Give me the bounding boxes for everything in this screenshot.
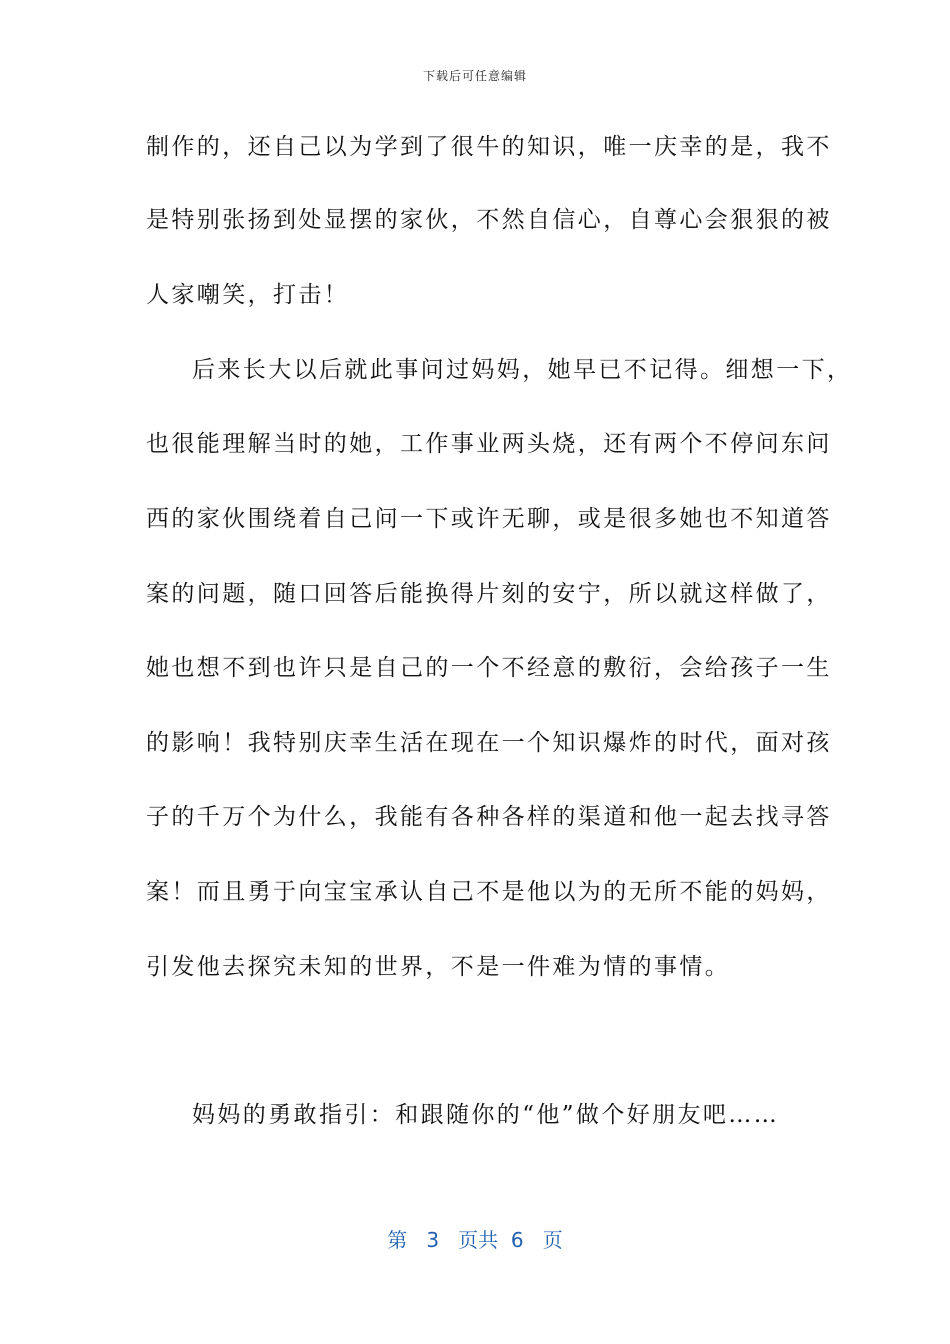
footer-suffix: 页 bbox=[542, 1228, 563, 1252]
paragraph-line: 的影响！我特别庆幸生活在现在一个知识爆炸的时代，面对孩 bbox=[146, 730, 832, 756]
paragraph-line: 后来长大以后就此事问过妈妈，她早已不记得。细想一下， bbox=[192, 357, 853, 383]
paragraph-line: 引发他去探究未知的世界，不是一件难为情的事情。 bbox=[146, 954, 731, 980]
paragraph-line: 也很能理解当时的她，工作事业两头烧，还有两个不停问东问 bbox=[146, 431, 832, 457]
paragraph-line: 案！而且勇于向宝宝承认自己不是他以为的无所不能的妈妈， bbox=[146, 879, 832, 905]
section-heading: 妈妈的勇敢指引：和跟随你的“他”做个好朋友吧…… bbox=[192, 1102, 780, 1128]
paragraph-line: 子的千万个为什么，我能有各种各样的渠道和他一起去找寻答 bbox=[146, 804, 832, 830]
paragraph-line: 西的家伙围绕着自己问一下或许无聊，或是很多她也不知道答 bbox=[146, 506, 832, 532]
page-header: 下载后可任意编辑 bbox=[422, 69, 527, 83]
paragraph-line: 是特别张扬到处显摆的家伙，不然自信心，自尊心会狠狠的被 bbox=[146, 207, 832, 233]
footer-prefix: 第 bbox=[387, 1228, 408, 1252]
current-page-number: 3 bbox=[426, 1228, 440, 1252]
total-pages-number: 6 bbox=[510, 1228, 524, 1252]
paragraph-line: 制作的，还自己以为学到了很牛的知识，唯一庆幸的是，我不 bbox=[146, 134, 832, 160]
page-footer bbox=[0, 1224, 950, 1253]
paragraph-line: 她也想不到也许只是自己的一个不经意的敷衍，会给孩子一生 bbox=[146, 655, 832, 681]
footer-middle: 页共 bbox=[458, 1228, 499, 1252]
paragraph-line: 案的问题，随口回答后能换得片刻的安宁，所以就这样做了， bbox=[146, 581, 832, 607]
paragraph-line: 人家嘲笑，打击！ bbox=[146, 282, 350, 308]
